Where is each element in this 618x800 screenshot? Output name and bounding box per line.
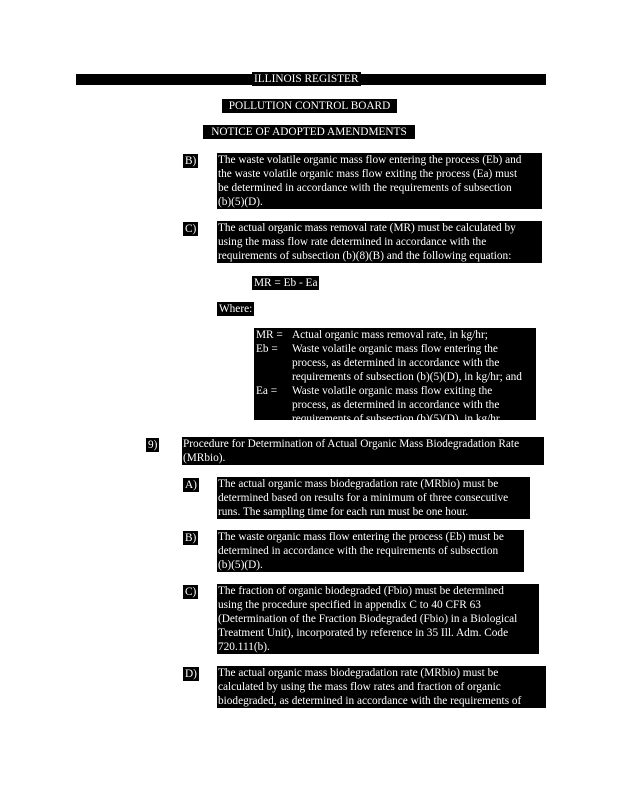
- item-c-label: C): [185, 223, 197, 235]
- definition-text: Waste volatile organic mass flow entering the: [292, 343, 498, 355]
- definition-term: MR =: [256, 329, 283, 341]
- item-b-line: (b)(5)(D).: [218, 196, 263, 208]
- item-c-line: using the mass flow rate determined in accordance with the: [218, 236, 487, 248]
- item-a-label: A): [185, 479, 197, 491]
- item-9b-line: (b)(5)(D).: [218, 559, 263, 571]
- item-b-line: the waste volatile organic mass flow exiting the process (Ea) must: [218, 168, 518, 180]
- item-9d-label: D): [185, 668, 197, 680]
- item-9d-line: calculated by using the mass flow rates and fraction of organic: [218, 681, 501, 693]
- definition-text: Waste volatile organic mass flow exiting the: [292, 385, 493, 397]
- item-9c-line: using the procedure specified in appendix C to 40 CFR 63: [218, 599, 481, 611]
- section-9-heading-line: (MRbio).: [183, 452, 226, 464]
- item-a-line: determined based on results for a minimum of three consecutive: [218, 492, 509, 504]
- section-9-heading-line: Procedure for Determination of Actual Organic Mass Biodegradation Rate: [183, 438, 520, 450]
- item-9c-line: Treatment Unit), incorporated by reference in 35 Ill. Adm. Code: [218, 627, 509, 639]
- register-title: ILLINOIS REGISTER: [254, 73, 359, 85]
- notice-title: NOTICE OF ADOPTED AMENDMENTS: [203, 125, 415, 139]
- item-a-line: runs. The sampling time for each run must be one hour.: [218, 506, 469, 518]
- item-9d-line: The actual organic mass biodegradation rate (MRbio) must be: [218, 667, 499, 679]
- item-9c-line: The fraction of organic biodegraded (Fbio) must be determined: [218, 585, 504, 597]
- item-9c-line: 720.111(b).: [218, 641, 270, 653]
- equation: MR = Eb - Ea: [254, 277, 318, 289]
- item-b-label: B): [185, 155, 197, 167]
- where-label: Where:: [219, 303, 253, 315]
- definition-term: Ea =: [256, 385, 278, 397]
- item-c-text: [217, 221, 542, 263]
- section-9-number: 9): [148, 439, 158, 451]
- item-a-line: The actual organic mass biodegradation rate (MRbio) must be: [218, 478, 499, 490]
- item-9c-line: (Determination of the Fraction Biodegraded (Fbio) in a Biological: [218, 613, 518, 625]
- definition-text: requirements of subsection (b)(5)(D), in kg/hr; and: [292, 371, 522, 383]
- item-9c-label: C): [185, 586, 197, 598]
- item-9d-text: [217, 666, 546, 708]
- board-title: POLLUTION CONTROL BOARD: [222, 99, 397, 113]
- item-9b-text: [217, 530, 524, 572]
- item-9c-text: [217, 584, 539, 654]
- definition-term: Eb =: [256, 343, 278, 355]
- item-a-text: [217, 477, 530, 519]
- item-b-line: The waste volatile organic mass flow entering the process (Eb) and: [218, 154, 522, 166]
- item-c-line: The actual organic mass removal rate (MR) must be calculated by: [218, 222, 516, 234]
- item-c-line: requirements of subsection (b)(8)(B) and the following equation:: [218, 250, 512, 262]
- definition-text: Actual organic mass removal rate, in kg/hr;: [292, 329, 488, 341]
- definitions-table: [254, 328, 536, 425]
- definition-text: process, as determined in accordance with the: [292, 399, 500, 411]
- definition-text: requirements of subsection (b)(5)(D), in kg/hr.: [292, 413, 502, 425]
- item-9b-line: The waste organic mass flow entering the process (Eb) must be: [218, 531, 504, 543]
- section-9-heading: [182, 437, 544, 465]
- definition-text: process, as determined in accordance with the: [292, 357, 500, 369]
- item-b-line: be determined in accordance with the requirements of subsection: [218, 182, 512, 194]
- item-9d-line: biodegraded, as determined in accordance with the requirements of: [218, 695, 522, 707]
- item-b-text: [217, 153, 542, 209]
- item-9b-label: B): [185, 532, 197, 544]
- item-9b-line: determined in accordance with the requirements of subsection: [218, 545, 499, 557]
